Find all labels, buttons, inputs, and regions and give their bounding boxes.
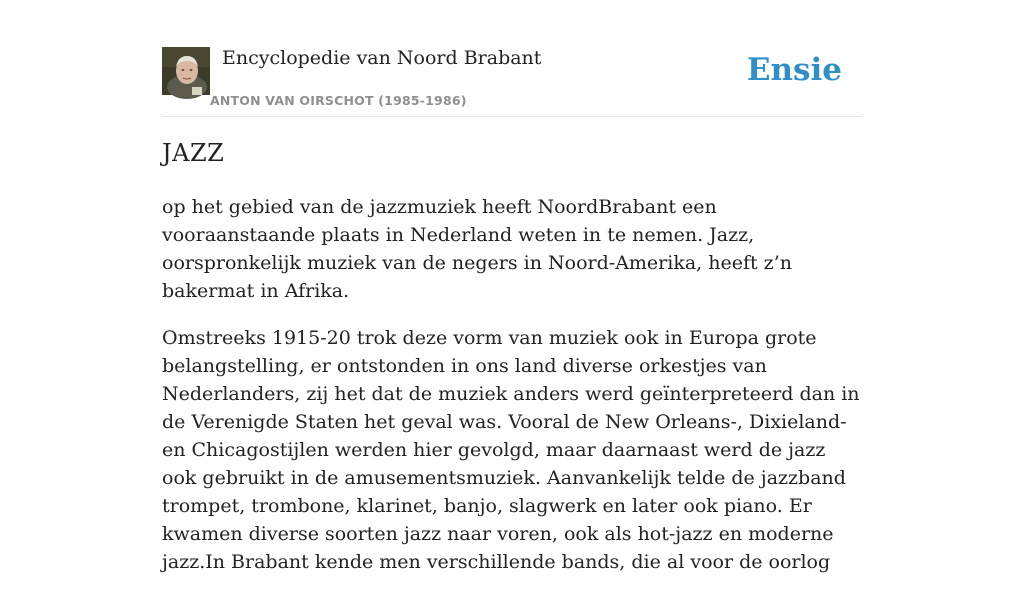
author-portrait-icon <box>162 47 210 95</box>
encyclopedia-title[interactable]: Encyclopedie van Noord Brabant <box>222 47 542 69</box>
article-headword: JAZZ <box>162 139 225 167</box>
article-paragraph-2: Omstreeks 1915-20 trok deze vorm van muziek ook in Europa grote belangstelling, er ontstonden in ons land diverse orkestjes van Nederlanders, zij het dat de muziek anders werd geïnterpreteerd dan in de Verenigde Staten het geval was. Vooral de New Orleans-, Dixieland- en Chicagostijlen werden hier gevolgd, maar daarnaast werd de jazz ook gebruikt in de amusementsmuziek. Aanvankelijk telde de jazzband trompet, trombone, klarinet, banjo, slagwerk en later ook piano. Er kwamen diverse soorten jazz naar voren, ook als hot-jazz en moderne jazz.In Brabant kende men verschillende bands, die al voor de oorlog <box>162 327 860 573</box>
article-body <box>162 193 862 595</box>
article-header <box>162 46 862 117</box>
author-avatar[interactable] <box>162 47 210 95</box>
ensie-logo[interactable]: Ensie <box>746 52 842 88</box>
author-name[interactable]: ANTON VAN OIRSCHOT (1985-1986) <box>210 93 467 108</box>
article-paragraph-1: op het gebied van de jazzmuziek heeft NoordBrabant een vooraanstaande plaats in Nederland weten in te nemen. Jazz, oorspronkelijk muziek van de negers in Noord-Amerika, heeft z’n bakermat in Afrika. <box>162 196 792 302</box>
